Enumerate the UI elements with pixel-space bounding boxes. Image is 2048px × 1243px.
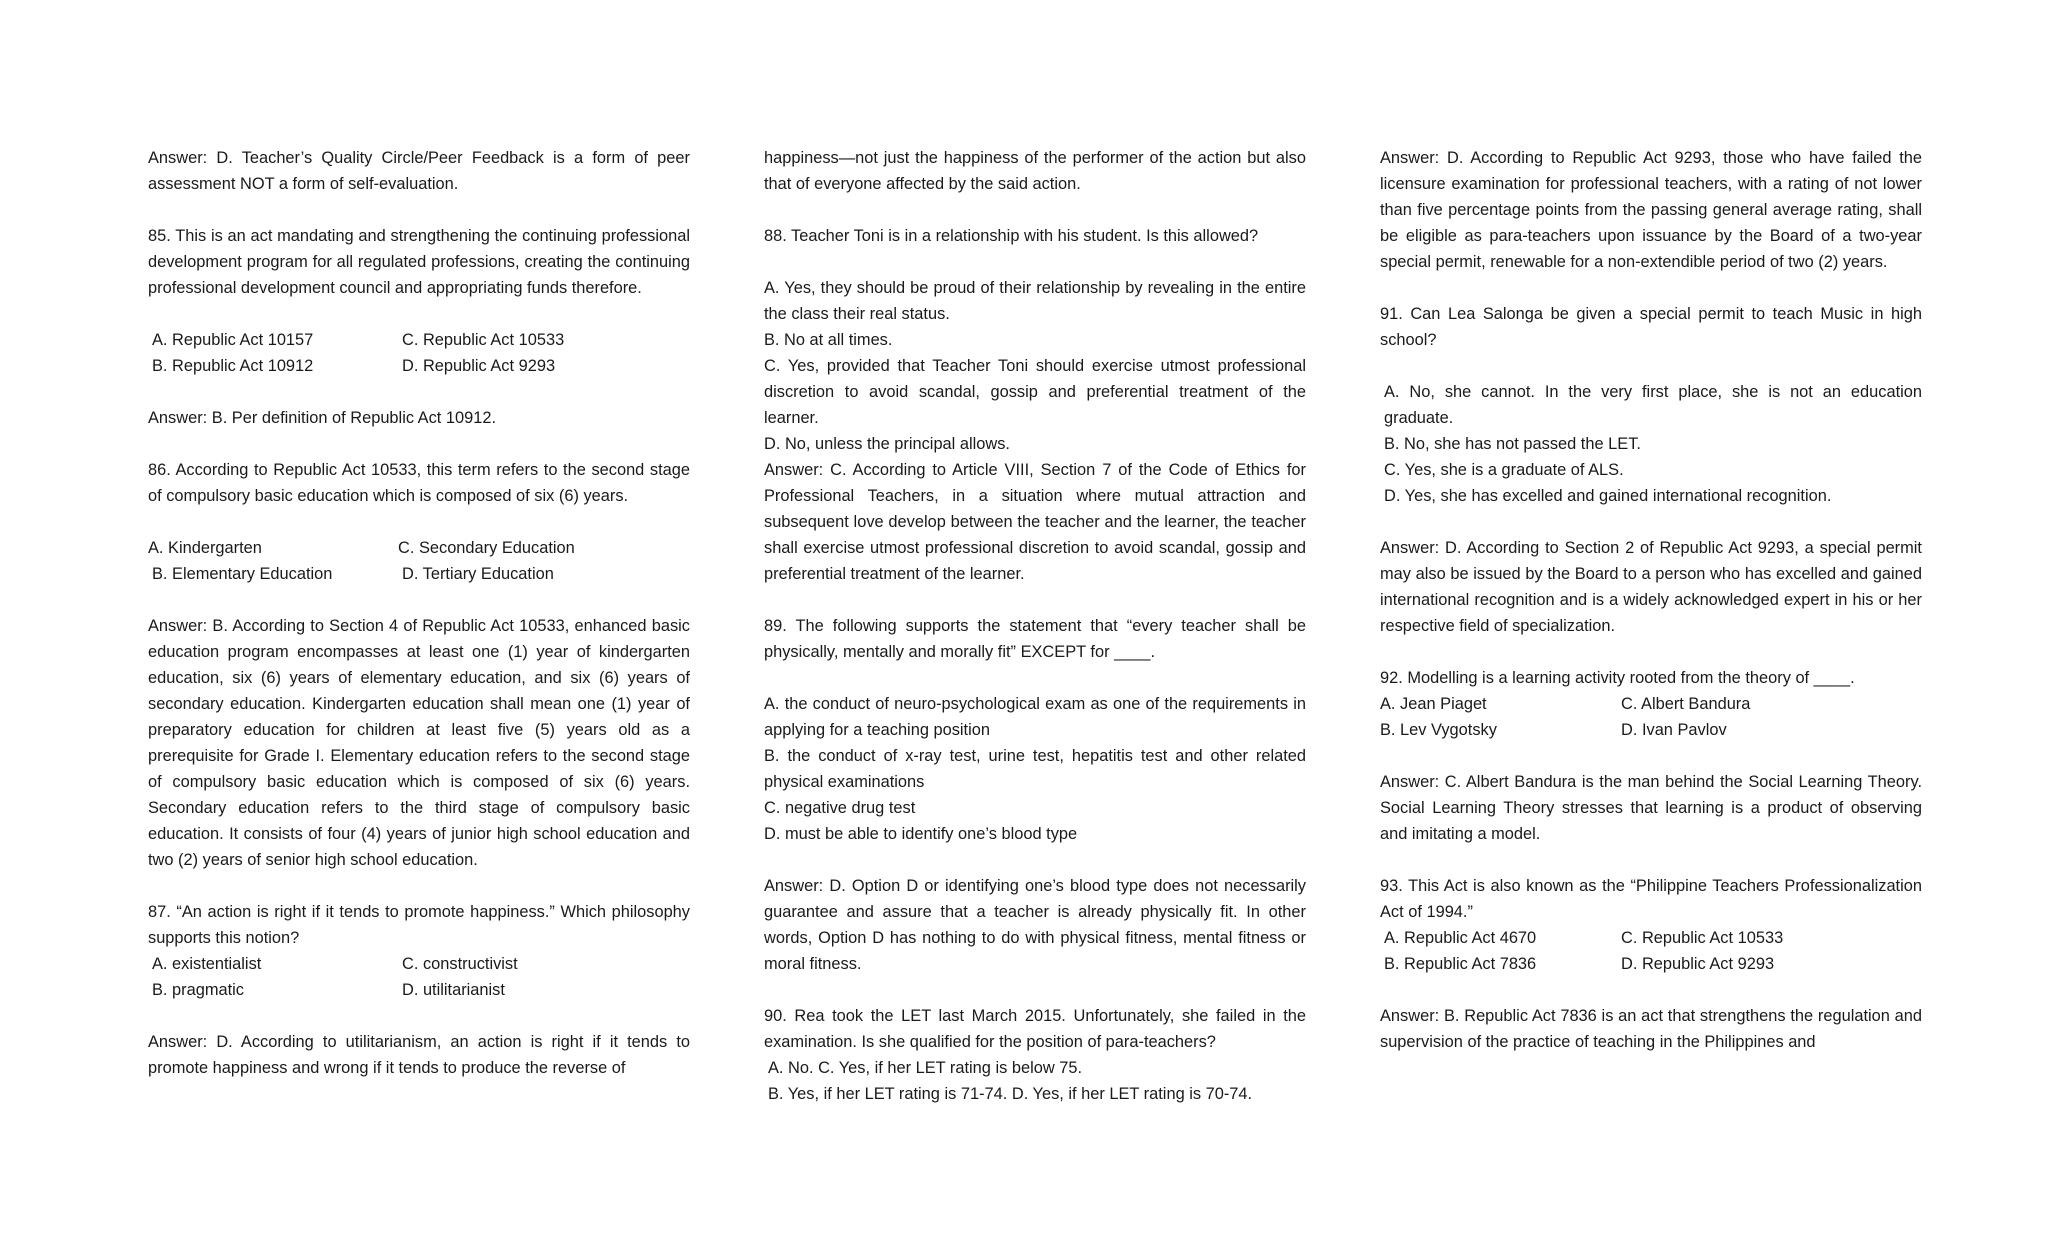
question-86-options <box>148 535 690 587</box>
option-d: D. utilitarianist <box>402 981 505 999</box>
column-left <box>148 145 690 1107</box>
option-a: A. Republic Act 4670 <box>1384 929 1537 947</box>
option-b: B. Republic Act 10912 <box>152 357 314 375</box>
option-d: D. Tertiary Education <box>402 565 554 583</box>
option-c: C. Republic Act 10533 <box>1621 929 1784 947</box>
answer-87-continued: happiness—not just the happiness of the performer of the action but also that of everyone affected by the said action. <box>764 149 1306 193</box>
option-d: D. Ivan Pavlov <box>1621 721 1727 739</box>
question-91-option-c: C. Yes, she is a graduate of ALS. <box>1384 461 1624 479</box>
question-87: 87. “An action is right if it tends to promote happiness.” Which philosophy supports this notion? <box>148 903 690 947</box>
question-88-option-c: C. Yes, provided that Teacher Toni should exercise utmost professional discretion to avoid scandal, gossip and preferential treatment of the learner. <box>764 357 1306 427</box>
option-a: A. Kindergarten <box>148 539 262 557</box>
question-91-option-d: D. Yes, she has excelled and gained international recognition. <box>1384 487 1832 505</box>
option-b: B. Republic Act 7836 <box>1384 955 1537 973</box>
option-b: B. pragmatic <box>152 981 245 999</box>
option-d: D. Republic Act 9293 <box>1621 955 1775 973</box>
question-89: 89. The following supports the statement that “every teacher shall be physically, mentally and morally fit” EXCEPT for ____. <box>764 617 1306 661</box>
question-93-options <box>1380 925 1922 977</box>
question-89-option-b: B. the conduct of x-ray test, urine test, hepatitis test and other related physical examinations <box>764 747 1306 791</box>
question-85: 85. This is an act mandating and strengthening the continuing professional development program for all regulated professions, creating the continuing professional development council and appropriating funds therefore. <box>148 227 690 297</box>
answer-84: Answer: D. Teacher’s Quality Circle/Peer Feedback is a form of peer assessment NOT a form of self-evaluation. <box>148 149 690 193</box>
question-91-option-b: B. No, she has not passed the LET. <box>1384 435 1641 453</box>
answer-85: Answer: B. Per definition of Republic Act 10912. <box>148 409 497 427</box>
option-b: B. Lev Vygotsky <box>1380 721 1497 739</box>
option-a: A. Jean Piaget <box>1380 695 1487 713</box>
question-89-option-a: A. the conduct of neuro-psychological exam as one of the requirements in applying for a teaching position <box>764 695 1306 739</box>
question-87-options <box>148 951 690 1003</box>
answer-93: Answer: B. Republic Act 7836 is an act that strengthens the regulation and supervision of the practice of teaching in the Philippines and <box>1380 1007 1922 1051</box>
answer-88: Answer: C. According to Article VIII, Section 7 of the Code of Ethics for Professional Teachers, in a situation where mutual attraction and subsequent love develop between the teacher and the learner, the teacher shall exercise utmost professional discretion to avoid scandal, gossip and preferential treatment of the learner. <box>764 461 1306 583</box>
question-92-options <box>1380 691 1922 743</box>
option-d: D. Republic Act 9293 <box>402 357 556 375</box>
question-89-option-c: C. negative drug test <box>764 799 916 817</box>
option-c: C. Albert Bandura <box>1621 695 1751 713</box>
answer-90: Answer: D. According to Republic Act 9293, those who have failed the licensure examination for professional teachers, with a rating of not lower than five percentage points from the passing general average rating, shall be eligible as para-teachers upon issuance by the Board of a two-year special permit, renewable for a non-extendible period of two (2) years. <box>1380 149 1922 271</box>
question-88: 88. Teacher Toni is in a relationship with his student. Is this allowed? <box>764 227 1259 245</box>
answer-91: Answer: D. According to Section 2 of Republic Act 9293, a special permit may also be issued by the Board to a person who has excelled and gained international recognition and is a widely acknowledged expert in his or her respective field of specialization. <box>1380 539 1922 635</box>
answer-92: Answer: C. Albert Bandura is the man behind the Social Learning Theory. Social Learning Theory stresses that learning is a product of observing and imitating a model. <box>1380 773 1922 843</box>
answer-89: Answer: D. Option D or identifying one’s blood type does not necessarily guarantee and assure that a teacher is already physically fit. In other words, Option D has nothing to do with physical fitness, mental fitness or moral fitness. <box>764 877 1306 973</box>
option-a: A. Republic Act 10157 <box>152 331 314 349</box>
question-88-option-b: B. No at all times. <box>764 331 893 349</box>
column-right <box>1380 145 1922 1081</box>
option-b: B. Elementary Education <box>152 565 333 583</box>
answer-87: Answer: D. According to utilitarianism, an action is right if it tends to promote happiness and wrong if it tends to produce the reverse of <box>148 1033 690 1077</box>
question-90: 90. Rea took the LET last March 2015. Unfortunately, she failed in the examination. Is she qualified for the position of para-teachers? <box>764 1007 1306 1051</box>
option-c: C. Secondary Education <box>398 539 575 557</box>
question-89-option-d: D. must be able to identify one’s blood type <box>764 825 1078 843</box>
question-86: 86. According to Republic Act 10533, this term refers to the second stage of compulsory basic education which is composed of six (6) years. <box>148 461 690 505</box>
question-91: 91. Can Lea Salonga be given a special permit to teach Music in high school? <box>1380 305 1922 349</box>
question-91-option-a: A. No, she cannot. In the very first place, she is not an education graduate. <box>1384 383 1922 427</box>
question-88-option-d: D. No, unless the principal allows. <box>764 435 1010 453</box>
question-92: 92. Modelling is a learning activity rooted from the theory of ____. <box>1380 669 1855 687</box>
option-a: A. existentialist <box>152 955 262 973</box>
option-c: C. constructivist <box>402 955 518 973</box>
question-93: 93. This Act is also known as the “Philippine Teachers Professionalization Act of 1994.” <box>1380 877 1922 921</box>
question-88-option-a: A. Yes, they should be proud of their relationship by revealing in the entire the class their real status. <box>764 279 1306 323</box>
column-middle <box>764 145 1306 1133</box>
option-row-1: A. No. C. Yes, if her LET rating is below 75. <box>768 1059 1083 1077</box>
option-row-2: B. Yes, if her LET rating is 71-74. D. Yes, if her LET rating is 70-74. <box>768 1085 1253 1103</box>
question-90-options <box>764 1055 1306 1107</box>
answer-86: Answer: B. According to Section 4 of Republic Act 10533, enhanced basic education program encompasses at least one (1) year of kindergarten education, six (6) years of elementary education, and six (6) years of secondary education. Kindergarten education shall mean one (1) year of preparatory education for children at least five (5) years old as a prerequisite for Grade I. Elementary education refers to the second stage of compulsory basic education which is composed of six (6) years. Secondary education refers to the third stage of compulsory basic education. It consists of four (4) years of junior high school education and two (2) years of senior high school education. <box>148 617 690 869</box>
question-85-options <box>148 327 690 379</box>
option-c: C. Republic Act 10533 <box>402 331 565 349</box>
